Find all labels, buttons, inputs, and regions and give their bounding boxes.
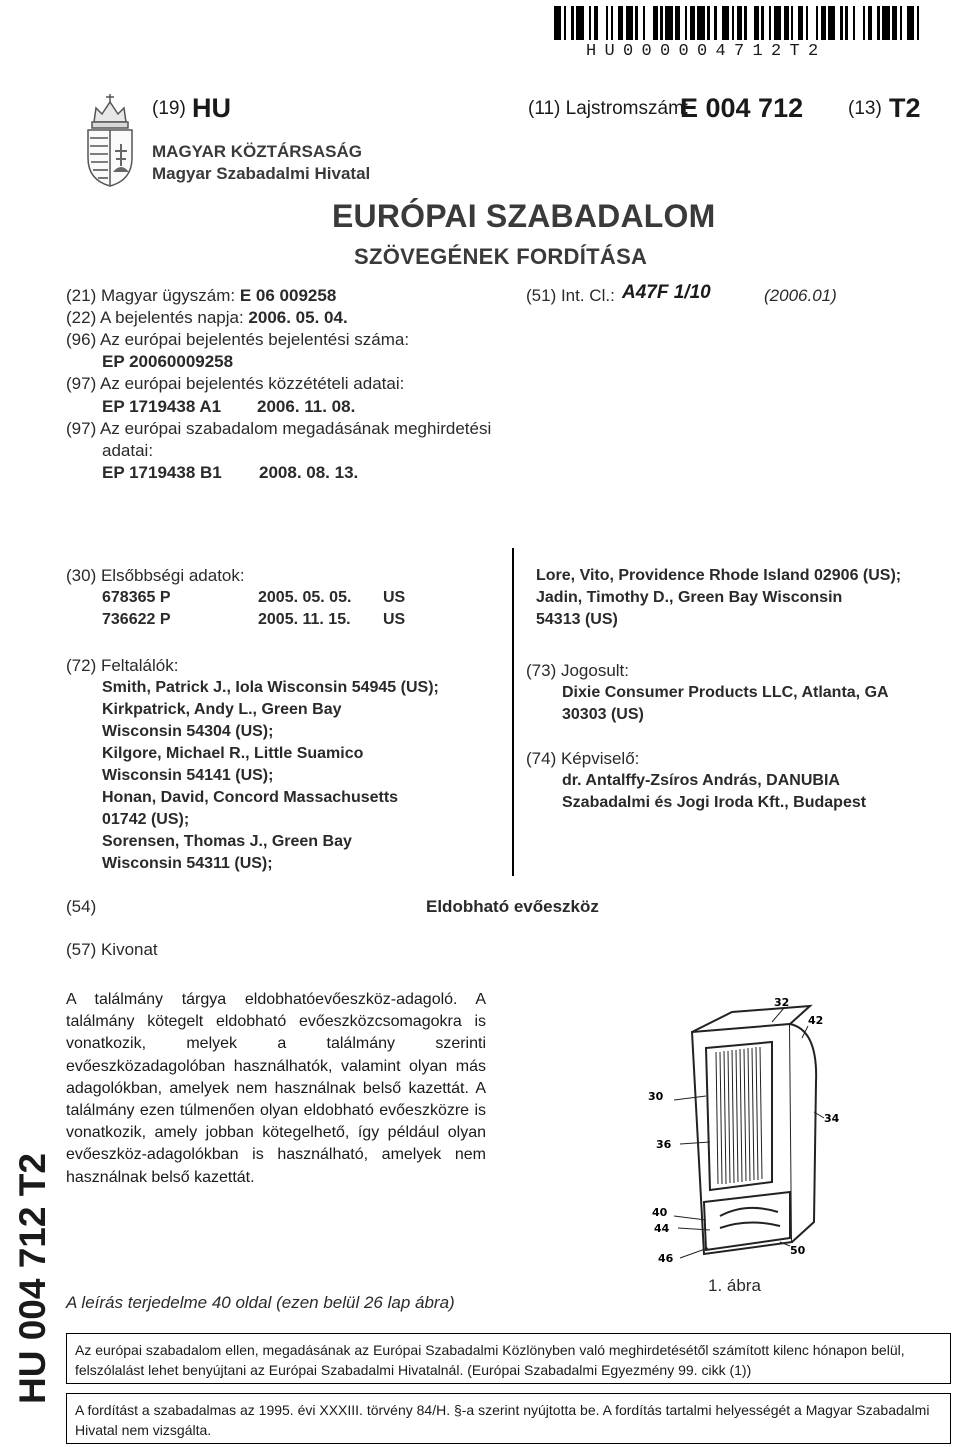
republic-name: MAGYAR KÖZTÁRSASÁG <box>152 142 362 161</box>
representative-line-1: dr. Antalffy-Zsíros András, DANUBIA <box>562 772 840 789</box>
field-51-label: (51) Int. Cl.: <box>526 286 615 305</box>
assignee-line-1: Dixie Consumer Products LLC, Atlanta, GA <box>562 684 889 701</box>
field-21 <box>66 285 336 307</box>
ref-numeral: 40 <box>652 1206 668 1219</box>
barcode-icon <box>554 6 922 40</box>
barcode-bar <box>665 6 672 40</box>
kind-code: T2 <box>889 93 921 123</box>
barcode-bar <box>697 6 704 40</box>
coat-of-arms-icon <box>80 92 140 188</box>
abstract-text: A találmány tárgya eldobhatóevőeszköz-adagoló. A találmány kötegelt eldobható evőeszközcsomagokra is vonatkozik, melyek a találmány szerinti evőeszközadagolóban használhatók, valamint olyan más adagolókban, amelyek nem használnak belső kazettát. A találmány ezen túlmenően olyan eldobható evőeszközre is vonatkozik, amely jobban kötegelhető, így például olyan evőeszköz-adagolókban is használható, amelyek nem használnak belső kazettát. <box>66 991 486 1186</box>
field-97b-label-2: adatai: <box>102 441 154 460</box>
priority-number-2: 736622 P <box>102 611 171 628</box>
priority-label: (30) Elsőbbségi adatok: <box>66 566 245 585</box>
priority-date-2: 2005. 11. 15. <box>258 611 351 628</box>
inventors-label: (72) Feltalálók: <box>66 656 179 675</box>
assignee-line-2: 30303 (US) <box>562 706 644 723</box>
field-21-value: E 06 009258 <box>239 286 337 305</box>
field-22-label: (22) A bejelentés napja: <box>66 308 244 327</box>
inventor-line: 01742 (US); <box>102 811 190 828</box>
translation-notice: A fordítást a szabadalmas az 1995. évi XXXIII. törvény 84/H. §-a szerint nyújtotta be. A fordítás tartalmi helyességét a Magyar Szabadalmi Hivatal nem vizsgálta. <box>66 1393 951 1444</box>
priority-country-2: US <box>383 611 406 628</box>
priority-number-1: 678365 P <box>102 589 171 606</box>
barcode-bar <box>576 6 583 40</box>
inventor-line: Sorensen, Thomas J., Green Bay <box>102 833 352 850</box>
inventor-line: Kilgore, Michael R., Little Suamico <box>102 745 364 762</box>
field-13-code: (13) <box>848 98 882 119</box>
field-21-label: (21) Magyar ügyszám: <box>66 286 236 305</box>
ref-numeral: 30 <box>648 1090 664 1103</box>
assignee-label: (73) Jogosult: <box>526 661 629 680</box>
inventor-line: Honan, David, Concord Massachusetts <box>102 789 399 806</box>
registration-label: (11) Lajstromszám: <box>528 98 690 119</box>
ref-numeral: 50 <box>790 1244 806 1257</box>
side-patent-number: HU 004 712 T2 <box>12 1153 53 1404</box>
field-96-value: EP 20060009258 <box>102 352 234 371</box>
office-name: Magyar Szabadalmi Hivatal <box>152 164 371 183</box>
field-51-date: (2006.01) <box>764 286 837 305</box>
representative-label: (74) Képviselő: <box>526 749 640 768</box>
inventor-line: Wisconsin 54311 (US); <box>102 855 273 872</box>
abstract-label: (57) Kivonat <box>66 940 158 959</box>
barcode-bar <box>554 6 561 40</box>
inventors-list <box>102 677 439 875</box>
barcode-bar <box>747 6 754 40</box>
extent-note: A leírás terjedelme 40 oldal (ezen belül 26 lap ábra) <box>66 1293 455 1312</box>
ref-numeral: 34 <box>824 1112 840 1125</box>
field-97a-label: (97) Az európai bejelentés közzétételi adatai: <box>66 374 405 393</box>
barcode-bar <box>598 6 605 40</box>
ref-numeral: 36 <box>656 1138 672 1151</box>
barcode-bar <box>919 6 921 40</box>
ref-numeral: 44 <box>654 1222 670 1235</box>
field-97b-label-1: (97) Az európai szabadalom megadásának meghirdetési <box>66 419 492 438</box>
barcode-bar <box>855 6 862 40</box>
barcode-bar <box>645 6 652 40</box>
inventor-line: Jadin, Timothy D., Green Bay Wisconsin <box>536 589 843 606</box>
inventors-continued <box>536 565 901 631</box>
invention-code: (54) <box>66 897 97 916</box>
field-96-label: (96) Az európai bejelentés bejelentési száma: <box>66 330 410 349</box>
ref-numeral: 32 <box>774 996 790 1009</box>
field-97a-date: 2006. 11. 08. <box>257 397 356 416</box>
inventor-line: Wisconsin 54141 (US); <box>102 767 274 784</box>
priority-date-1: 2005. 05. 05. <box>258 589 352 606</box>
patent-figure-drawing <box>640 992 860 1272</box>
column-divider <box>512 548 514 876</box>
barcode-bar <box>626 6 633 40</box>
opposition-notice: Az európai szabadalom ellen, megadásának az Európai Szabadalmi Közlönyben való meghirdetésétől számított kilenc hónapon belül, felszólalást lehet benyújtani az Európai Szabadalmi Hivatalnál. (Európai Szabadalmi Egyezmény 99. cikk (1)) <box>66 1333 951 1384</box>
barcode-bar <box>774 6 781 40</box>
inventor-line: Wisconsin 54304 (US); <box>102 723 274 740</box>
representative-line-2: Szabadalmi és Jogi Iroda Kft., Budapest <box>562 794 867 811</box>
inventor-line: 54313 (US) <box>536 611 618 628</box>
ref-numeral: 46 <box>658 1252 674 1265</box>
field-97b-date: 2008. 08. 13. <box>259 463 359 482</box>
field-19-code: (19) <box>152 98 186 119</box>
document-subtitle: SZÖVEGÉNEK FORDÍTÁSA <box>354 244 648 269</box>
ref-numeral: 42 <box>808 1014 824 1027</box>
barcode-bar <box>808 6 815 40</box>
invention-title: Eldobható evőeszköz <box>426 897 599 916</box>
barcode-text: HU000004712T2 <box>586 42 827 61</box>
field-51-value: A47F 1/10 <box>622 282 711 303</box>
document-title: EURÓPAI SZABADALOM <box>332 198 716 234</box>
barcode-bar <box>722 6 729 40</box>
inventor-line: Kirkpatrick, Andy L., Green Bay <box>102 701 342 718</box>
priority-country-1: US <box>383 589 406 606</box>
inventor-line: Smith, Patrick J., Iola Wisconsin 54945 (US); <box>102 679 439 696</box>
field-97a-value: EP 1719438 A1 <box>102 397 222 416</box>
barcode-bar <box>907 6 914 40</box>
registration-number: E 004 712 <box>680 93 804 123</box>
field-22 <box>66 307 348 329</box>
figure-caption: 1. ábra <box>708 1276 761 1295</box>
inventor-line: Lore, Vito, Providence Rhode Island 02906 (US); <box>536 567 902 584</box>
field-22-value: 2006. 05. 04. <box>248 308 348 327</box>
barcode-bar <box>828 6 835 40</box>
field-97b-value: EP 1719438 B1 <box>102 463 222 482</box>
country-code: HU <box>192 93 231 123</box>
barcode-bar <box>882 6 889 40</box>
